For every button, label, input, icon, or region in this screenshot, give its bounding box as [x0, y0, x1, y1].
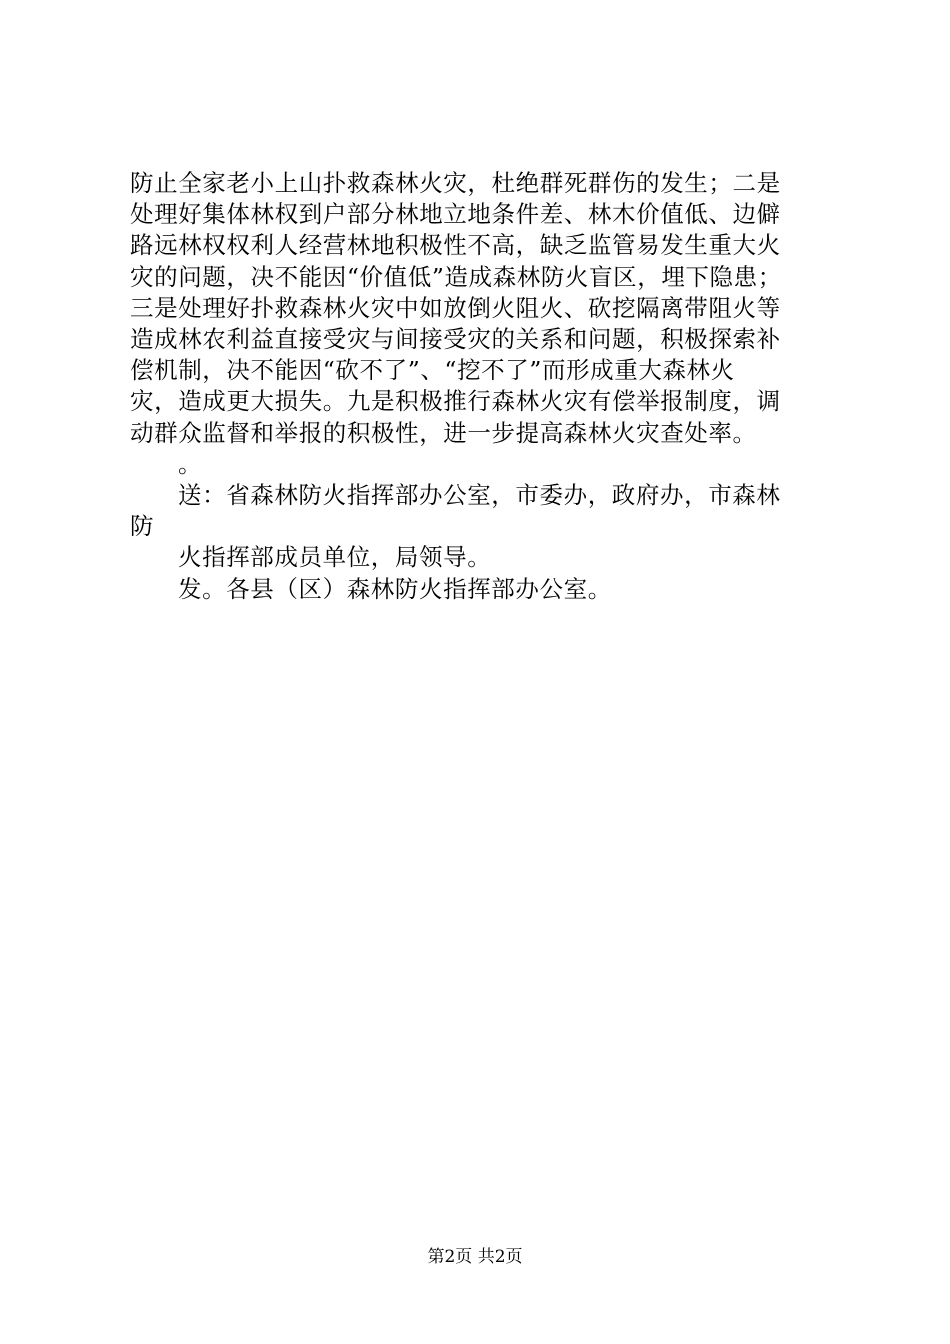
issue-block [130, 574, 850, 605]
dot-line [130, 449, 850, 480]
page-number-label: 第2页 共2页 [427, 1247, 523, 1267]
paragraph-line: 路远林权权利人经营林地积极性不高，缺乏监管易发生重大火 [130, 231, 781, 260]
send-line-2: 火指挥部成员单位，局领导。 [178, 543, 492, 572]
paragraph-line: 动群众监督和举报的积极性，进一步提高森林火灾查处率。 [130, 418, 757, 447]
paragraph-line: 造成林农利益直接受灾与间接受灾的关系和问题，积极探索补 [130, 325, 781, 354]
paragraph-line: 处理好集体林权到户部分林地立地条件差、林木价值低、边僻 [130, 200, 781, 229]
paragraph-line: 三是处理好扑救森林火灾中如放倒火阻火、砍挖隔离带阻火等 [130, 293, 781, 322]
main-paragraph [130, 168, 850, 449]
paragraph-line: 偿机制，决不能因“砍不了”、“挖不了”而形成重大森林火 [130, 356, 735, 385]
document-body [130, 168, 850, 605]
paragraph-line: 灾的问题，决不能因“价值低”造成森林防火盲区，埋下隐患； [130, 262, 782, 291]
dot-text: 。 [178, 449, 203, 478]
send-to-block [130, 480, 850, 574]
paragraph-line: 灾，造成更大损失。九是积极推行森林火灾有偿举报制度，调 [130, 387, 781, 416]
issue-line: 发。各县（区）森林防火指挥部办公室。 [178, 574, 612, 603]
send-line-1-wrap: 防 [130, 512, 155, 541]
paragraph-line: 防止全家老小上山扑救森林火灾，杜绝群死群伤的发生；二是 [130, 169, 781, 197]
send-line-1: 送：省森林防火指挥部办公室，市委办，政府办，市森林 [178, 481, 781, 510]
page-footer [0, 1242, 950, 1267]
